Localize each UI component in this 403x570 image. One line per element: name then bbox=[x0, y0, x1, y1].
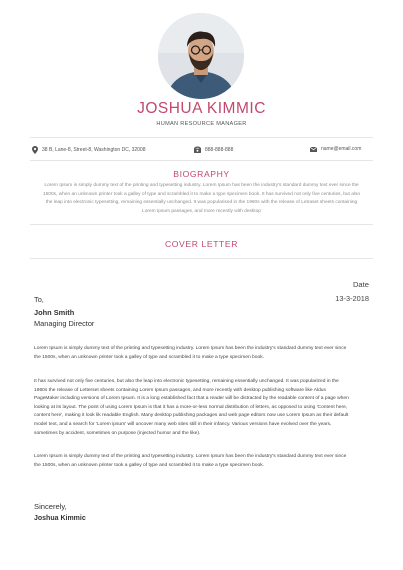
letter-line: PageMaker including versions of Lorem Ipsum. It is a long established fact that a reader will be distracted by the readable content of a page when bbox=[34, 396, 349, 402]
profile-photo-illustration bbox=[158, 13, 244, 99]
letter-line: the 1500s, when an unknown printer took a galley of type and scrambled it to make a type specimen book. bbox=[34, 462, 264, 468]
location-pin-icon bbox=[32, 146, 38, 154]
signature-name: Joshua Kimmic bbox=[34, 515, 86, 522]
divider-top bbox=[30, 137, 373, 138]
letter-line: It has survived not only five centuries, but also the leap into electronic typesetting, remaining essentially unchanged. It was popularized in the bbox=[34, 379, 339, 384]
date-value: 13-3-2018 bbox=[335, 294, 369, 303]
address-text: 38 B, Lane-8, Street-8, Washington DC, 32008 bbox=[42, 147, 146, 153]
letter-line: sometimes by accident, sometimes on purpose (injected humor and the like). bbox=[34, 430, 201, 436]
profile-photo bbox=[158, 13, 244, 99]
salutation-to: To, bbox=[34, 295, 44, 304]
email-text[interactable]: name@email.com bbox=[321, 146, 362, 152]
biography-line: Lorem Ipsum passages, and more recently with desktop bbox=[142, 209, 261, 215]
letter-line: Lorem Ipsum is simply dummy text of the printing and typesetting industry. Lorem Ipsum has been the industry's standard dummy text ever since bbox=[34, 454, 347, 459]
biography-line: Lorem Ipsum is simply dummy text of the printing and typesetting industry. Lorem Ipsum has been the industry's standard dummy text ever since the bbox=[44, 183, 359, 188]
recipient-title: Managing Director bbox=[34, 319, 95, 328]
biography-line: 1500s, when an unknown printer took a galley of type and scrambled it to make a type specimen book. It has survived not only five centuries, but also bbox=[42, 191, 361, 197]
biography-line: the leap into electronic typesetting, remaining essentially unchanged. It was popularised in the 1960s with the release of Letraset sheets containing bbox=[45, 200, 358, 206]
biography-text bbox=[30, 182, 373, 217]
letter-line: the 1500s, when an unknown printer took a galley of type and scrambled it to make a type specimen book. bbox=[34, 354, 264, 360]
letter-line: model text, and a search for 'Lorem ipsum' will uncover many web sites still in their infancy. Various versions have evolved over the years, bbox=[34, 421, 332, 427]
letter-paragraph-3 bbox=[34, 453, 372, 470]
date-label: Date bbox=[352, 280, 369, 289]
phone-icon bbox=[194, 146, 201, 153]
divider-contact bbox=[30, 160, 373, 161]
candidate-name: JOSHUA KIMMIC bbox=[137, 100, 266, 117]
letter-paragraph-1 bbox=[34, 345, 372, 362]
letter-line: Lorem Ipsum is simply dummy text of the printing and typesetting industry. Lorem Ipsum has been the industry's standard dummy text ever since bbox=[34, 346, 347, 351]
envelope-icon bbox=[310, 147, 317, 152]
phone-text: 888-888-888 bbox=[205, 146, 234, 153]
divider-biography bbox=[30, 224, 373, 225]
letter-line: 1960s the release of Letterset sheets containing Lorem Ipsum passages, and more recently with desktop publishing software like Aldus bbox=[34, 387, 326, 393]
letter-line: looking at its layout. The point of using Lorem Ipsum is that it has a more-or-less normal distribution of letters, as opposed to using 'Content here, bbox=[34, 404, 348, 410]
letter-paragraph-2 bbox=[34, 378, 372, 438]
contact-email[interactable] bbox=[310, 146, 361, 152]
closing-text: Sincerely, bbox=[34, 502, 67, 511]
recipient-name: John Smith bbox=[34, 308, 75, 317]
biography-title: BIOGRAPHY bbox=[173, 169, 230, 179]
candidate-role: HUMAN RESOURCE MANAGER bbox=[156, 121, 247, 127]
cover-letter-title: COVER LETTER bbox=[164, 239, 239, 249]
contact-address bbox=[32, 146, 146, 154]
letter-line: content here', making it look lik readable English. Many desktop publishing packages and web page editors now use Lorem Ipsum as their default bbox=[34, 413, 349, 419]
divider-cover-letter bbox=[30, 258, 373, 259]
contact-phone bbox=[194, 146, 233, 153]
